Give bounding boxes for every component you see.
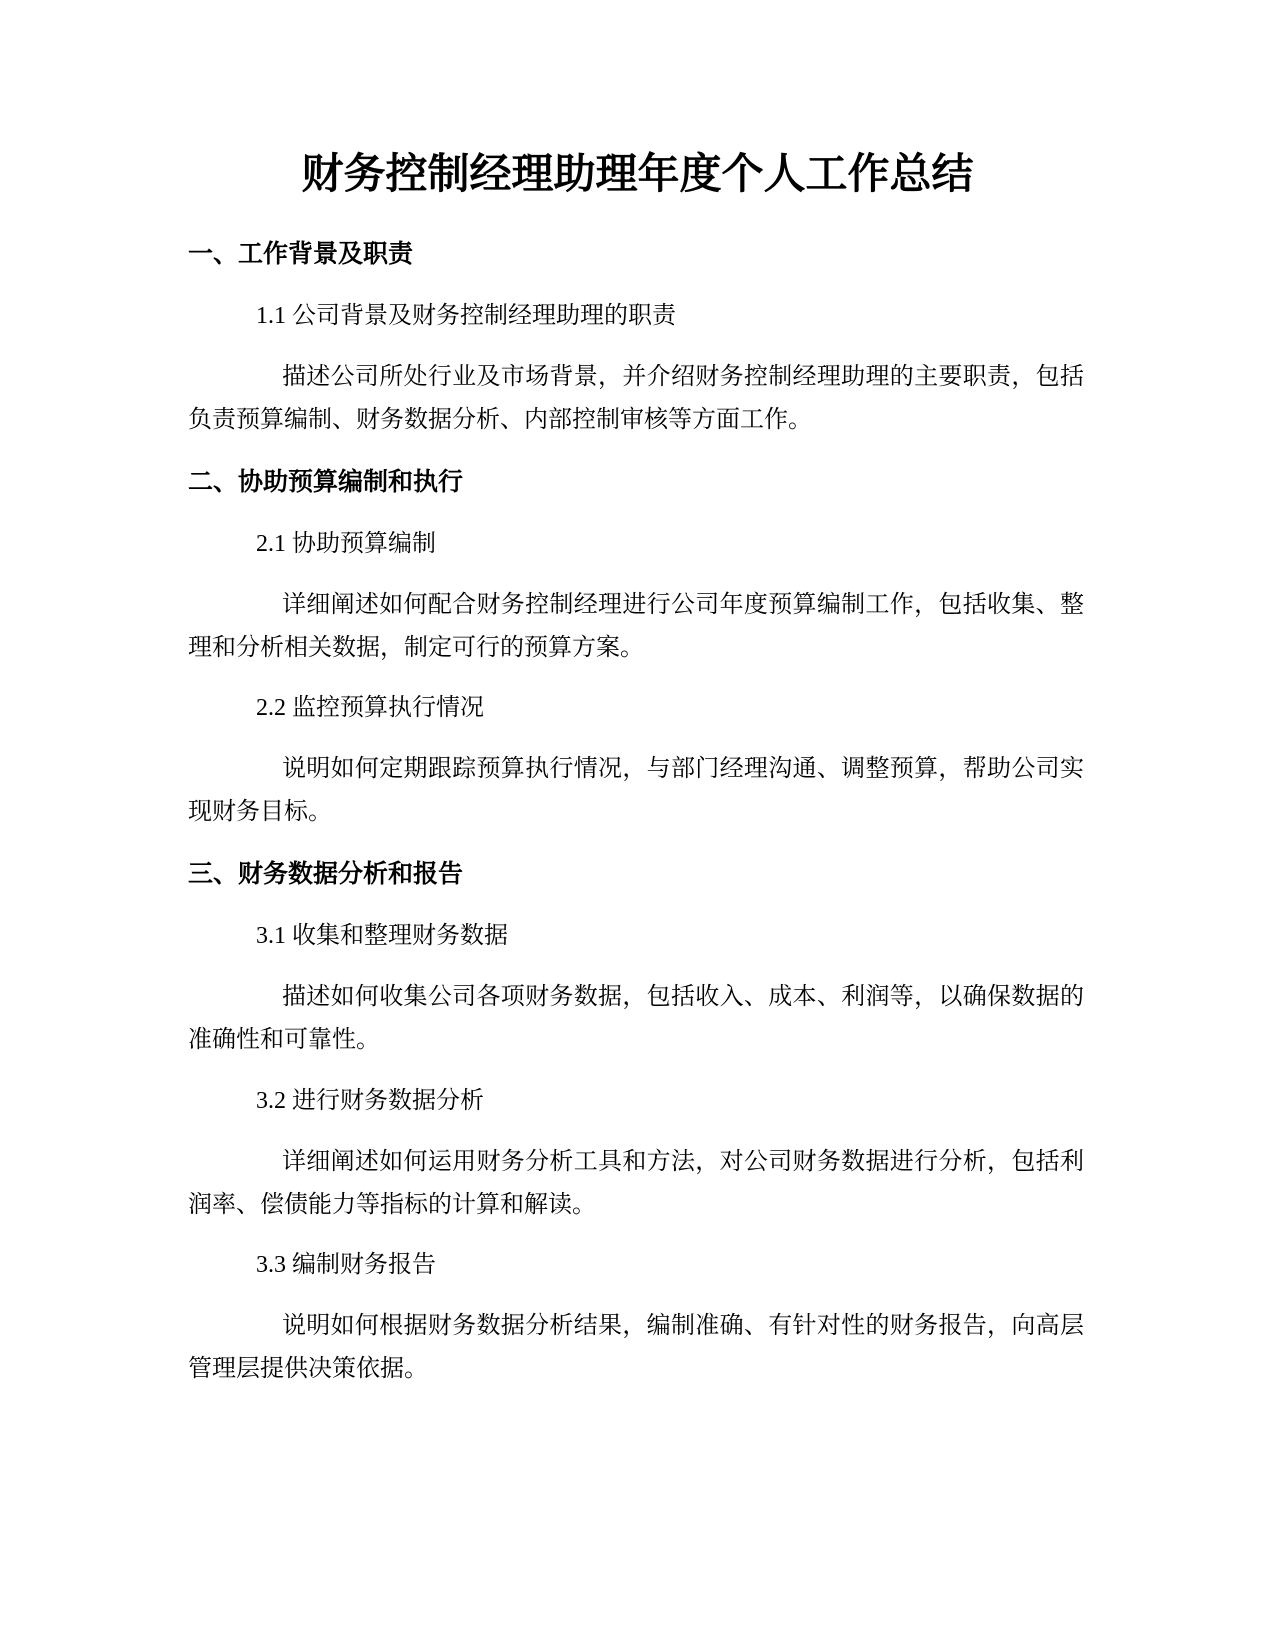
subsection-heading-2-1: 2.1 协助预算编制 <box>256 531 436 557</box>
paragraph-3-3: 说明如何根据财务数据分析结果，编制准确、有针对性的财务报告，向高层管理层提供决策依据。 <box>188 1313 1084 1382</box>
section-heading-1: 一、工作背景及职责 <box>188 239 414 268</box>
section-heading-3: 三、财务数据分析和报告 <box>188 859 464 888</box>
section-heading-2: 二、协助预算编制和执行 <box>188 467 464 496</box>
paragraph-3-2: 详细阐述如何运用财务分析工具和方法，对公司财务数据进行分析，包括利润率、偿债能力等指标的计算和解读。 <box>188 1149 1084 1218</box>
document-title: 财务控制经理助理年度个人工作总结 <box>301 149 974 198</box>
paragraph-2-1: 详细阐述如何配合财务控制经理进行公司年度预算编制工作，包括收集、整理和分析相关数据，制定可行的预算方案。 <box>188 592 1084 661</box>
subsection-heading-3-2: 3.2 进行财务数据分析 <box>256 1088 484 1114</box>
subsection-heading-1-1: 1.1 公司背景及财务控制经理助理的职责 <box>256 303 676 329</box>
paragraph-1-1: 描述公司所处行业及市场背景，并介绍财务控制经理助理的主要职责，包括负责预算编制、财务数据分析、内部控制审核等方面工作。 <box>188 364 1084 433</box>
paragraph-2-2: 说明如何定期跟踪预算执行情况，与部门经理沟通、调整预算，帮助公司实现财务目标。 <box>188 756 1084 825</box>
subsection-heading-3-1: 3.1 收集和整理财务数据 <box>256 923 508 949</box>
subsection-heading-2-2: 2.2 监控预算执行情况 <box>256 695 484 721</box>
paragraph-3-1: 描述如何收集公司各项财务数据，包括收入、成本、利润等，以确保数据的准确性和可靠性。 <box>188 984 1084 1053</box>
subsection-heading-3-3: 3.3 编制财务报告 <box>256 1252 436 1278</box>
